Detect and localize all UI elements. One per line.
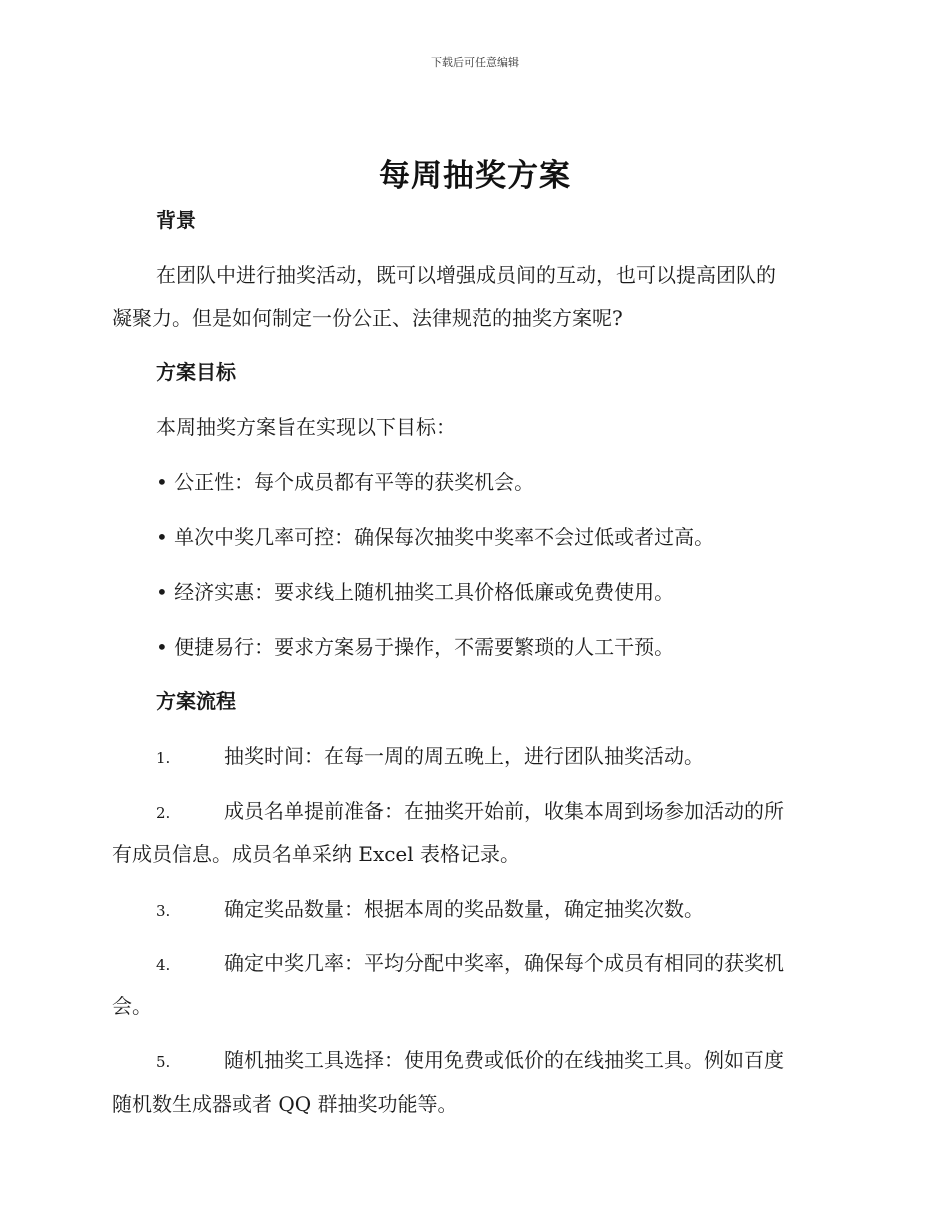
step-text: 抽奖时间：在每一周的周五晚上，进行团队抽奖活动。 [224, 744, 704, 768]
paragraph-line: 凝聚力。但是如何制定一份公正、法律规范的抽奖方案呢? [112, 306, 623, 330]
step-number: 1. [156, 749, 171, 767]
step-number: 3. [156, 902, 171, 920]
page-title: 每周抽奖方案 [379, 158, 571, 194]
header-note: 下载后可任意编辑 [431, 56, 519, 69]
step-text: 确定奖品数量：根据本周的奖品数量，确定抽奖次数。 [224, 897, 704, 921]
bullet-item: • 经济实惠：要求线上随机抽奖工具价格低廉或免费使用。 [156, 580, 675, 604]
section-heading-background: 背景 [156, 208, 196, 232]
step-number: 5. [156, 1053, 171, 1071]
numbered-step [112, 949, 884, 979]
step-text: 成员名单提前准备：在抽奖开始前，收集本周到场参加活动的所 [224, 799, 784, 823]
step-continuation: 有成员信息。成员名单采纳 Excel 表格记录。 [112, 842, 521, 866]
bullet-item: • 公正性：每个成员都有平等的获奖机会。 [156, 470, 535, 494]
numbered-step [112, 742, 884, 772]
numbered-step [112, 895, 884, 925]
numbered-step [112, 1046, 884, 1076]
bullet-item: • 单次中奖几率可控：确保每次抽奖中奖率不会过低或者过高。 [156, 525, 715, 549]
step-text: 确定中奖几率：平均分配中奖率，确保每个成员有相同的获奖机 [224, 951, 784, 975]
step-number: 2. [156, 804, 171, 822]
paragraph-line: 在团队中进行抽奖活动，既可以增强成员间的互动，也可以提高团队的 [156, 263, 776, 287]
paragraph-line: 本周抽奖方案旨在实现以下目标： [156, 415, 456, 439]
section-heading-process: 方案流程 [156, 689, 236, 713]
bullet-item: • 便捷易行：要求方案易于操作，不需要繁琐的人工干预。 [156, 635, 675, 659]
step-continuation: 会。 [112, 994, 152, 1018]
step-number: 4. [156, 956, 171, 974]
numbered-step [112, 797, 884, 827]
step-text: 随机抽奖工具选择：使用免费或低价的在线抽奖工具。例如百度 [224, 1048, 784, 1072]
section-heading-goals: 方案目标 [156, 360, 236, 384]
step-continuation: 随机数生成器或者 QQ 群抽奖功能等。 [112, 1092, 458, 1116]
